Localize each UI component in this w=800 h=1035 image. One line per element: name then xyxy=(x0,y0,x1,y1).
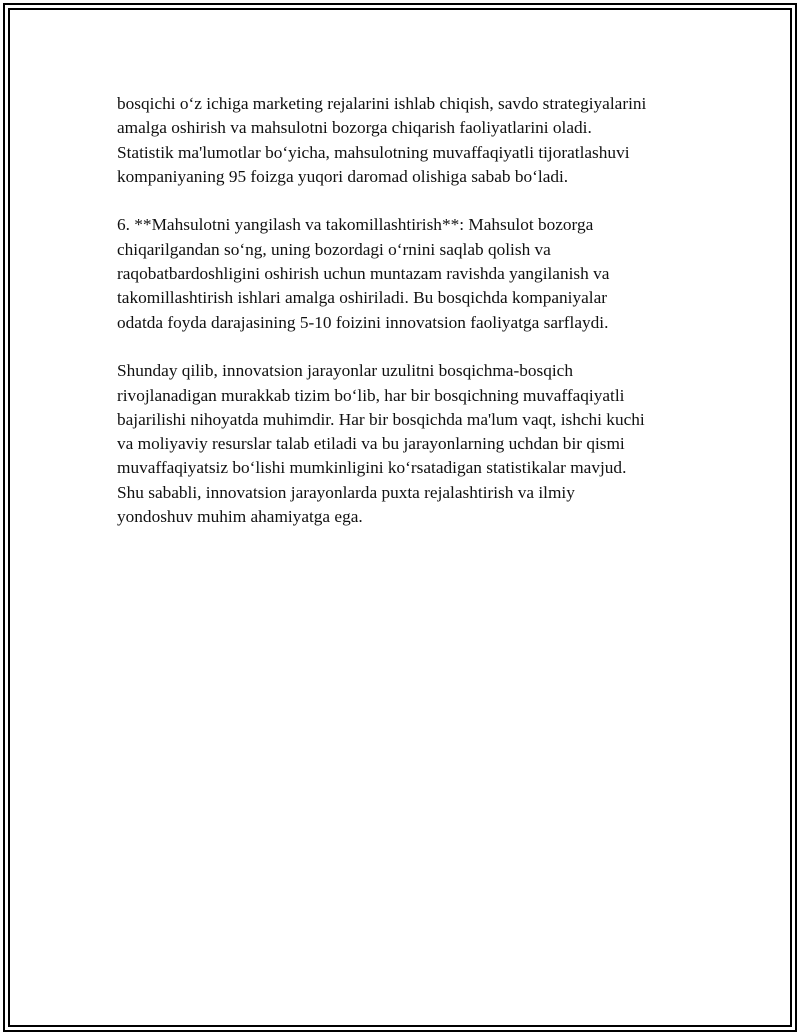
text-line: Shunday qilib, innovatsion jarayonlar uzulitni bosqichma-bosqich xyxy=(117,361,573,381)
text-line: chiqarilgandan so‘ng, uning bozordagi o‘rnini saqlab qolish va xyxy=(117,239,551,259)
paragraph xyxy=(117,92,707,189)
paragraph xyxy=(117,213,707,334)
text-line: rivojlanadigan murakkab tizim bo‘lib, har bir bosqichning muvaffaqiyatli xyxy=(117,385,625,405)
text-line: takomillashtirish ishlari amalga oshiriladi. Bu bosqichda kompaniyalar xyxy=(117,288,608,308)
paragraph xyxy=(117,359,707,529)
text-line: raqobatbardoshligini oshirish uchun muntazam ravishda yangilanish va xyxy=(117,264,610,284)
text-line: kompaniyaning 95 foizga yuqori daromad olishiga sabab bo‘ladi. xyxy=(117,166,569,186)
text-line: bosqichi o‘z ichiga marketing rejalarini ishlab chiqish, savdo strategiyalarini xyxy=(117,94,647,113)
text-line: Statistik ma'lumotlar bo‘yicha, mahsulotning muvaffaqiyatli tijoratlashuvi xyxy=(117,142,630,162)
text-line: 6. **Mahsulotni yangilash va takomillashtirish**: Mahsulot bozorga xyxy=(117,215,594,235)
text-line: odatda foyda darajasining 5-10 foizini innovatsion faoliyatga sarflaydi. xyxy=(117,312,609,332)
text-line: Shu sababli, innovatsion jarayonlarda puxta rejalashtirish va ilmiy xyxy=(117,482,575,502)
document-body xyxy=(117,92,707,554)
text-line: yondoshuv muhim ahamiyatga ega. xyxy=(117,507,363,527)
text-line: amalga oshirish va mahsulotni bozorga chiqarish faoliyatlarini oladi. xyxy=(117,118,592,138)
text-line: muvaffaqiyatsiz bo‘lishi mumkinligini ko‘rsatadigan statistikalar mavjud. xyxy=(117,458,627,478)
text-line: bajarilishi nihoyatda muhimdir. Har bir bosqichda ma'lum vaqt, ishchi kuchi xyxy=(117,409,645,429)
text-line: va moliyaviy resurslar talab etiladi va bu jarayonlarning uchdan bir qismi xyxy=(117,434,625,454)
